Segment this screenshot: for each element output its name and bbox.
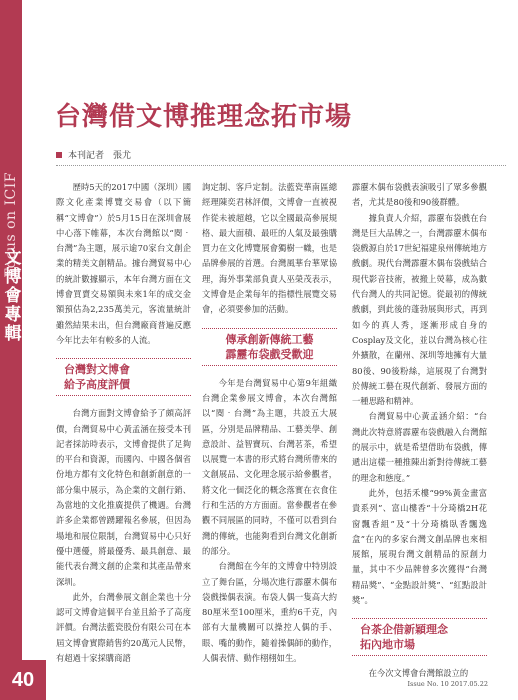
subheading: 台灣對文博會 給予高度評價 <box>56 358 191 396</box>
title-divider <box>56 165 506 166</box>
paragraph: 歷時5天的2017中國（深圳）國際文化產業博覽交易會（以下簡稱“文博會”）於5月15日在深圳會展中心落下帷幕，本次台灣館以“閱‧台灣”為主題，展示逾70家台文創企業的精美文創精品。據台灣貿易中心的統計數據顯示，本年台灣方面在文博會買賣交易額與未來1年的成交金額預估為2,235萬美元，客流量統計雖然結果未出，但台灣廠商普遍反應今年比去年有較多的人流。 <box>56 182 191 345</box>
paragraph: 台灣貿易中心黃孟涵介紹：“台灣此次特意將霹靂布袋戲融入台灣館的展示中，就是希望借助布袋戲，傳遞出這樣一種推陳出新對待傳統工藝的理念和態度。” <box>352 411 487 483</box>
column-3 <box>352 180 487 682</box>
paragraph: 此外，台灣參展文創企業也十分認可文博會這個平台並且給予了高度評價。台灣法藍瓷股份有限公司在本屆文博會實際銷售約20萬元人民幣，有超過十家採購商諮 <box>56 591 192 664</box>
issue-footer: Issue No. 10 2017.05.22 <box>407 680 488 688</box>
paragraph: 今年是台灣貿易中心第9年組織台灣企業參展文博會，本次台灣館以“閱‧台灣”為主題，共設五大展區，分別是品牌精品、工藝美學、創意設計、益智寶玩、台灣茗茶，希望以展覽一本書的形式將台灣所帶來的文創展品、文化理念展示給參觀者，將文化一個泛化的概念落實在衣食住行和生活的方方面面。當參觀者在參觀不同展區的同時，不僅可以看到台灣的傳統，也能夠看到台灣文化創新的部分。 <box>202 377 337 556</box>
paragraph: 據負責人介紹，霹靂布袋戲在台灣是巨大品牌之一，台灣霹靂木偶布袋戲源自於17世紀福建泉州傳統地方戲劇。現代台灣霹靂木偶布袋戲結合現代影音技術，被搬上熒幕，成為數代台灣人的共同記憶。從最初的傳統戲劇，到此後的蓬勃展與形式，再到如今的真人秀，逐漸形成自身的Cosplay及文化，並以台灣為核心往外擴散，在蘭州、深圳等地擁有大量80後、90後粉絲，這展現了台灣對於傳統工藝在現代創新、發展方面的一種思路和精神。 <box>352 212 488 407</box>
section-title-label <box>0 248 22 378</box>
paragraph: 霹靂木偶布袋戲表演吸引了眾多參觀者，尤其是80後和90後群體。 <box>352 182 487 208</box>
article-title: 台灣借文博推理念拓市場 <box>55 102 353 132</box>
column-1 <box>56 180 191 666</box>
paragraph: 台灣館在今年的文博會中特別設立了舞台區，分場次進行霹靂木偶布袋戲操偶表演。布袋人偶一隻高大約80厘米至100厘米，重約6千克，內部有大量機關可以操控人偶的手、眼、嘴的動作，隨着操偶師的動作，人偶表情、動作栩栩如生。 <box>202 561 337 664</box>
subheading: 傳承創新傳統工藝 霹靂布袋戲受歡迎 <box>202 328 337 366</box>
paragraph: 在今次文博會台灣館設立的 <box>368 668 469 679</box>
paragraph: 台灣方面對文博會給予了頗高評價，台灣貿易中心黃孟涵在接受本刊記者採訪時表示，文博會提供了足夠的平台和資源，而國內、中國各個省份地方都有文化特色和創新創意的一部分集中展示，為企業的文創行銷、為當地的文化推廣提供了機遇。台灣許多企業都曾踴躍報名參展，但因為場地和展位限制，台灣貿易中心只好優中選優，將最優秀、最具創意、最能代表台灣文創的企業和其產品帶來深圳。 <box>56 408 191 587</box>
byline-text: 本刊記者 張尤 <box>68 151 132 161</box>
subheading: 台茶企借新穎理念 拓內地市場 <box>352 618 487 656</box>
byline-square-icon <box>56 152 62 158</box>
byline <box>56 148 131 161</box>
paragraph: 詢定制、客戶定制。法藍瓷華南區總經理陳奕君林評價，文博會一直被視作從未被超越，它以全國最高參展規格、最大面積、最旺的人氣及最強購買力在文化博覽展會獨樹一幟，也是品牌參展的首選。台灣風華台華眾協理，海外事業部負責人巫榮茂表示，文博會是企業每年的指標性展覽交易會，必須要參加的活動。 <box>202 182 337 315</box>
page-number: 40 <box>0 660 46 700</box>
paragraph: 此外，包括禾樓“99%黃金畫富貴系列”、富山樓香“十分琦橋2H花窗飄香組”及“十分琦橋臥香飄逸盒”在內的多家台灣文創品牌也來相展館，展現台灣文創精品的原創力量，其中不少品牌曾多次獲得“台灣精品獎”、“金點設計獎”、“紅點設計獎”。 <box>352 487 487 606</box>
section-title-text: 文博會專輯 <box>0 248 21 343</box>
focus-text: Focus on ICIF <box>3 172 19 278</box>
column-2 <box>202 180 337 666</box>
